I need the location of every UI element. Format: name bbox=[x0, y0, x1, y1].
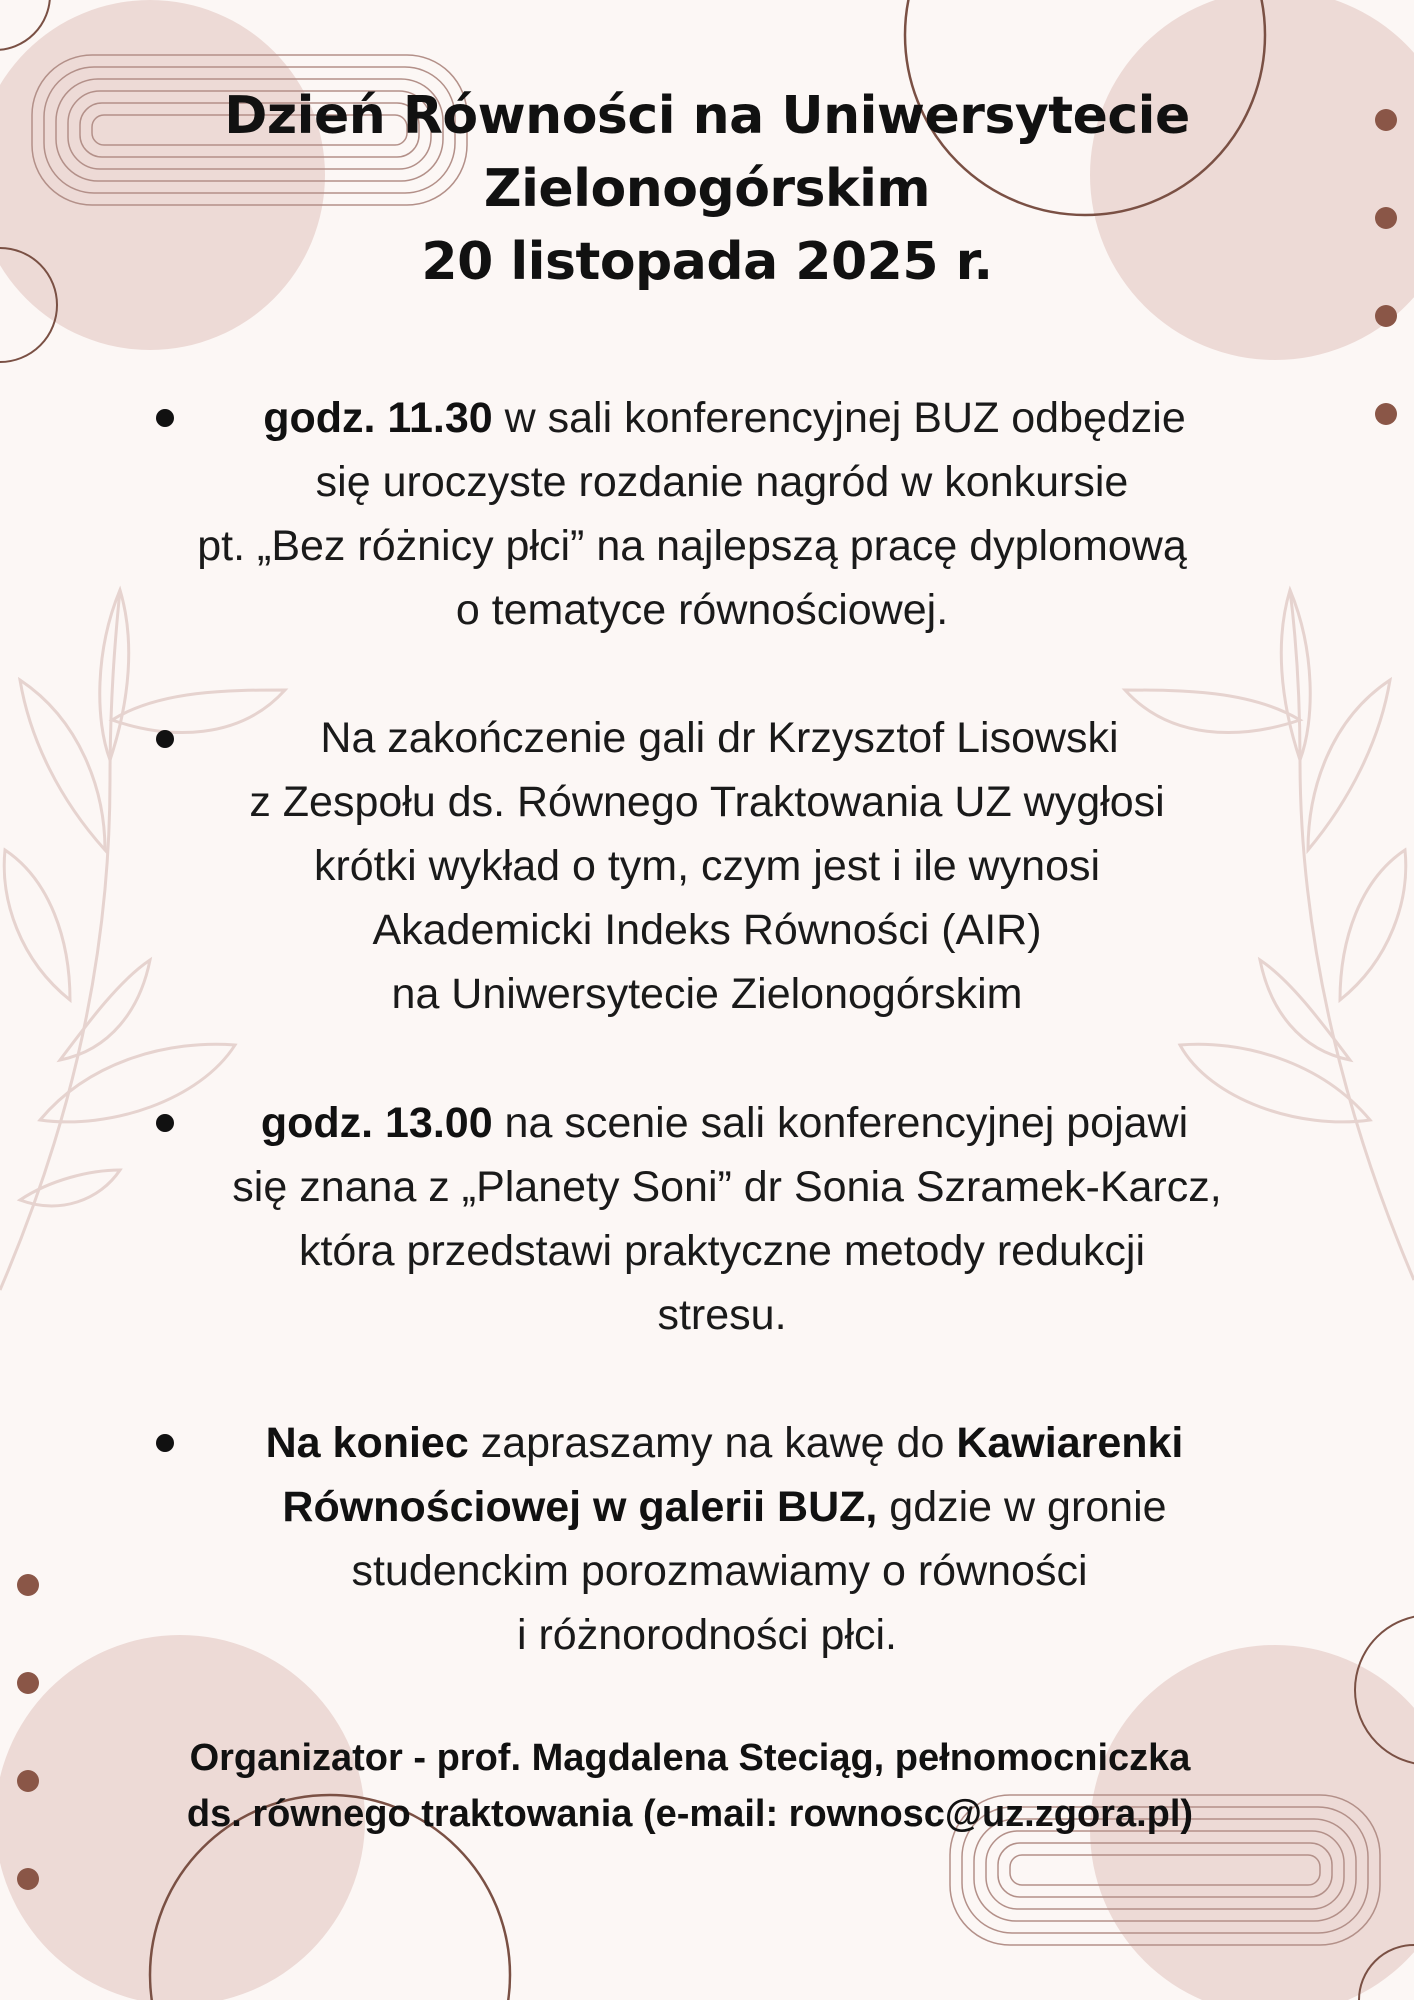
event-1-line-2: się uroczyste rozdanie nagród w konkursie bbox=[315, 458, 1129, 506]
event-item-4 bbox=[130, 1411, 1284, 1667]
event-3-line-3: która przedstawi praktyczne metody redukcji bbox=[298, 1227, 1146, 1275]
event-2-line-3: krótki wykład o tym, czym jest i ile wynosi bbox=[313, 842, 1101, 890]
event-item-3 bbox=[130, 1091, 1284, 1347]
event-1-line-3: pt. „Bez różnicy płci” na najlepszą pracę dyplomową bbox=[197, 522, 1187, 570]
event-4-venue-part1: Kawiarenki bbox=[956, 1419, 1184, 1467]
event-item-1 bbox=[130, 386, 1284, 642]
event-2-line-1: Na zakończenie gali dr Krzysztof Lisowski bbox=[320, 714, 1119, 762]
title-line-2: Zielonogórskim bbox=[483, 159, 931, 219]
event-3-line-1: godz. 13.00 na scenie sali konferencyjnej pojawi bbox=[260, 1099, 1189, 1147]
event-3-line-2: się znana z „Planety Soni” dr Sonia Szramek-Karcz, bbox=[232, 1163, 1222, 1211]
event-2-line-4: Akademicki Indeks Równości (AIR) bbox=[372, 906, 1042, 954]
event-3-line-4: stresu. bbox=[657, 1291, 787, 1339]
event-4-line-3: studenckim porozmawiamy o równości bbox=[351, 1547, 1088, 1595]
title-line-1: Dzień Równości na Uniwersytecie bbox=[224, 86, 1190, 146]
event-item-2 bbox=[130, 706, 1284, 1026]
event-4-venue-part2: Równościowej w galerii BUZ, bbox=[282, 1483, 878, 1531]
event-1-line-4: o tematyce równościowej. bbox=[455, 586, 949, 634]
event-4-line-1: Na koniec zapraszamy na kawę do Kawiarenki bbox=[265, 1419, 1184, 1467]
title-date: 20 listopada 2025 r. bbox=[421, 232, 993, 292]
event-3-time: godz. 13.00 bbox=[260, 1099, 493, 1147]
event-1-time: godz. 11.30 bbox=[263, 394, 493, 442]
event-2-line-5: na Uniwersytecie Zielonogórskim bbox=[391, 970, 1023, 1018]
organizer-line-1: Organizator - prof. Magdalena Steciąg, pełnomocniczka bbox=[189, 1737, 1191, 1779]
event-4-line-2: Równościowej w galerii BUZ, gdzie w gronie bbox=[282, 1483, 1167, 1531]
event-1-line-1: godz. 11.30 w sali konferencyjnej BUZ odbędzie bbox=[263, 394, 1186, 442]
event-4-line-4: i różnorodności płci. bbox=[516, 1611, 897, 1659]
event-2-line-2: z Zespołu ds. Równego Traktowania UZ wygłosi bbox=[249, 778, 1165, 826]
organizer-info bbox=[120, 1730, 1260, 1842]
event-4-lead: Na koniec bbox=[265, 1419, 469, 1467]
poster-title bbox=[100, 80, 1314, 299]
organizer-line-2: ds. równego traktowania (e-mail: rownosc@uz.zgora.pl) bbox=[186, 1793, 1194, 1835]
